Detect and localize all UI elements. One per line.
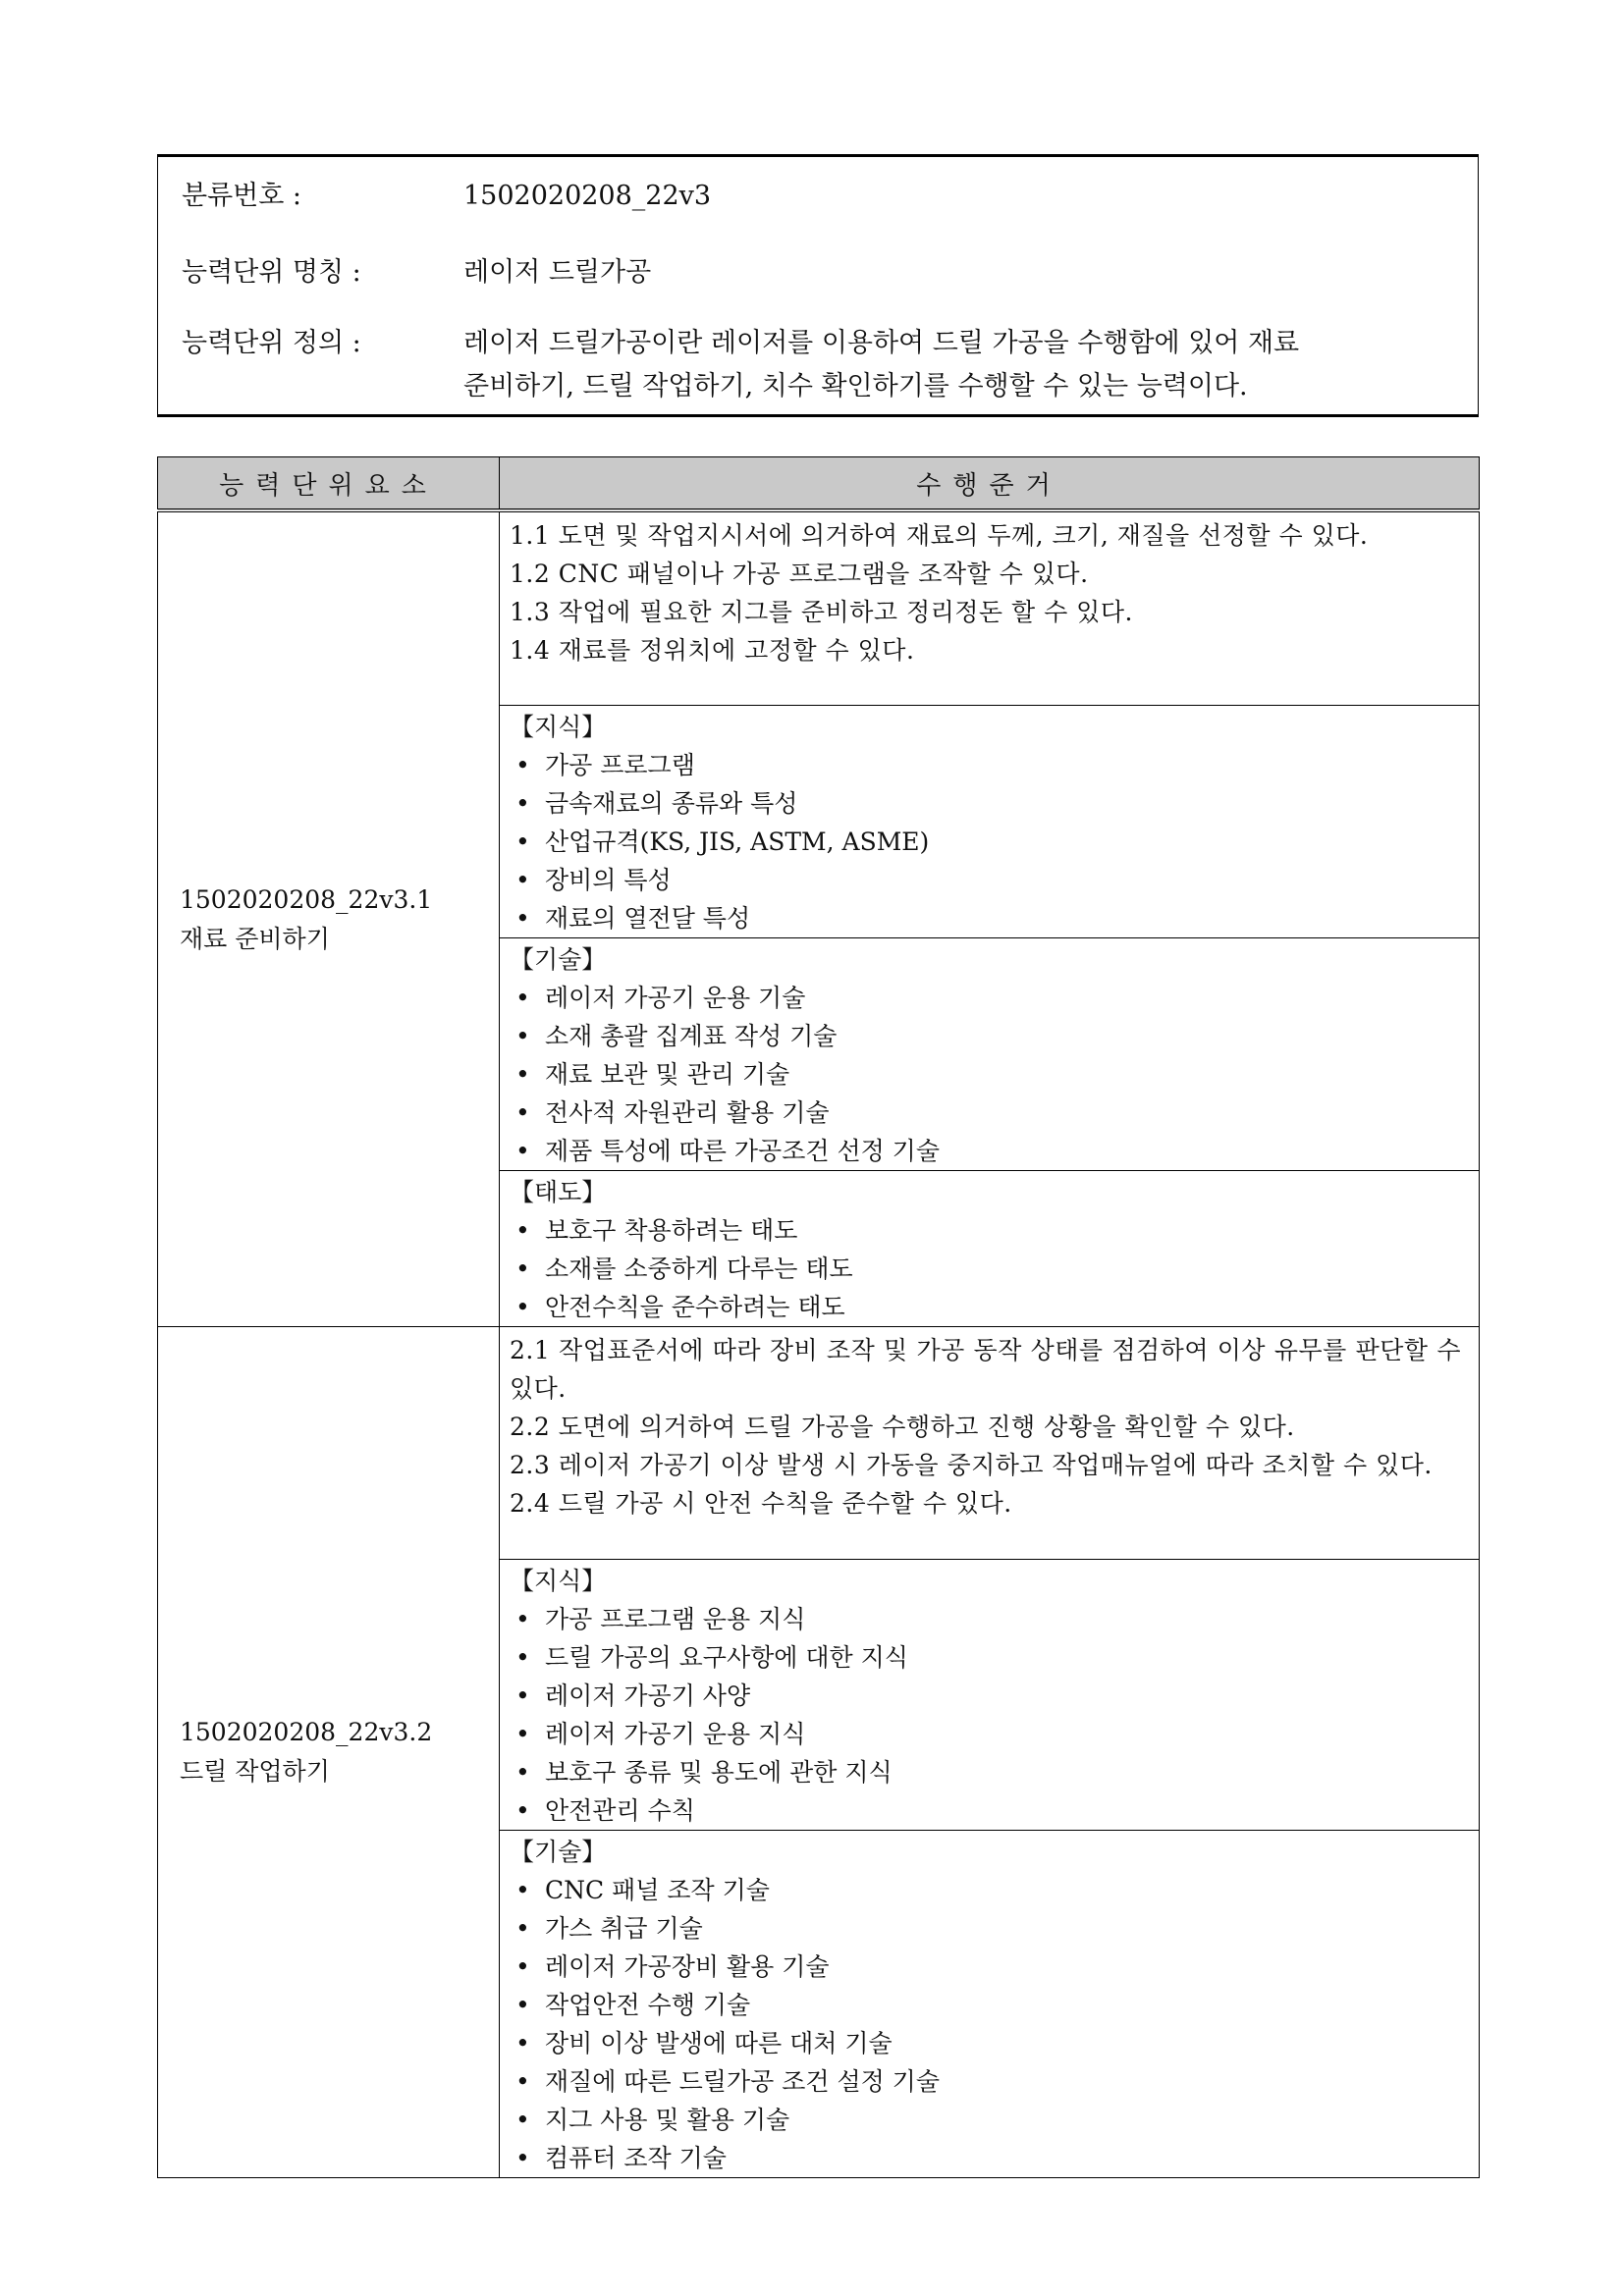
table-row — [158, 1327, 1480, 1560]
list-item: • 금속재료의 종류와 특성 — [510, 784, 1469, 823]
skills-list — [510, 979, 1469, 1170]
skills-title: 【기술】 — [510, 945, 607, 974]
list-item: • 소재를 소중하게 다루는 태도 — [510, 1250, 1469, 1288]
skills-cell — [500, 1831, 1480, 2178]
list-item: • CNC 패널 조작 기술 — [510, 1871, 1469, 1909]
list-item: • 가스 취급 기술 — [510, 1909, 1469, 1948]
unit-title: 드릴 작업하기 — [180, 1757, 330, 1786]
criterion: 2.2 도면에 의거하여 드릴 가공을 수행하고 진행 상황을 확인할 수 있다. — [510, 1413, 1295, 1441]
criterion: 1.3 작업에 필요한 지그를 준비하고 정리정돈 할 수 있다. — [510, 598, 1133, 626]
knowledge-list — [510, 746, 1469, 937]
list-item: • 레이저 가공장비 활용 기술 — [510, 1948, 1469, 1986]
attitudes-title: 【태도】 — [510, 1178, 607, 1206]
unit-title: 재료 준비하기 — [180, 924, 330, 953]
list-item: • 레이저 가공기 사양 — [510, 1677, 1469, 1715]
list-item: • 제품 특성에 따른 가공조건 선정 기술 — [510, 1132, 1469, 1170]
list-item: • 작업안전 수행 기술 — [510, 1986, 1469, 2024]
unit-info-box — [157, 154, 1479, 417]
criterion: 1.1 도면 및 작업지시서에 의거하여 재료의 두께, 크기, 재질을 선정할 수 있다. — [510, 521, 1369, 550]
list-item: • 안전수칙을 준수하려는 태도 — [510, 1288, 1469, 1326]
criterion: 2.3 레이저 가공기 이상 발생 시 가동을 중지하고 작업매뉴얼에 따라 조치할 수 있다. — [510, 1451, 1433, 1479]
criteria-cell — [500, 510, 1480, 706]
unit-definition-value — [463, 322, 1458, 408]
unit-name-label: 능력단위 명칭 : — [182, 257, 361, 288]
attitudes-list — [510, 1211, 1469, 1326]
classification-value: 1502020208_22v3 — [463, 181, 712, 211]
competency-table — [157, 456, 1480, 2178]
knowledge-title: 【지식】 — [510, 713, 607, 741]
list-item: • 안전관리 수칙 — [510, 1791, 1469, 1830]
list-item: • 재료의 열전달 특성 — [510, 899, 1469, 937]
attitudes-cell — [500, 1171, 1480, 1327]
knowledge-title: 【지식】 — [510, 1567, 607, 1595]
criteria-cell — [500, 1327, 1480, 1560]
unit-element-header: 능력단위요소 — [158, 457, 500, 511]
knowledge-cell — [500, 706, 1480, 938]
list-item: • 레이저 가공기 운용 지식 — [510, 1715, 1469, 1753]
list-item: • 장비 이상 발생에 따른 대처 기술 — [510, 2024, 1469, 2062]
list-item: • 가공 프로그램 운용 지식 — [510, 1600, 1469, 1638]
list-item: • 보호구 종류 및 용도에 관한 지식 — [510, 1753, 1469, 1791]
unit-definition-line: 준비하기, 드릴 작업하기, 치수 확인하기를 수행할 수 있는 능력이다. — [463, 371, 1248, 401]
criteria-header: 수행준거 — [500, 457, 1480, 511]
unit-definition-line: 레이저 드릴가공이란 레이저를 이용하여 드릴 가공을 수행함에 있어 재료 — [463, 328, 1300, 358]
unit-code: 1502020208_22v3.2 — [180, 1718, 433, 1746]
criterion: 2.4 드릴 가공 시 안전 수칙을 준수할 수 있다. — [510, 1489, 1012, 1518]
criterion: 1.4 재료를 정위치에 고정할 수 있다. — [510, 636, 915, 665]
list-item: • 레이저 가공기 운용 기술 — [510, 979, 1469, 1017]
unit-definition-label: 능력단위 정의 : — [182, 328, 361, 358]
criterion: 1.2 CNC 패널이나 가공 프로그램을 조작할 수 있다. — [510, 560, 1089, 588]
classification-label: 분류번호 : — [182, 181, 302, 211]
list-item: • 드릴 가공의 요구사항에 대한 지식 — [510, 1638, 1469, 1677]
list-item: • 보호구 착용하려는 태도 — [510, 1211, 1469, 1250]
unit-element-cell — [158, 510, 500, 1327]
skills-title: 【기술】 — [510, 1838, 607, 1866]
criterion: 2.1 작업표준서에 따라 장비 조작 및 가공 동작 상태를 점검하여 이상 유무를 판단할 수 있다. — [510, 1336, 1461, 1403]
unit-code: 1502020208_22v3.1 — [180, 884, 433, 914]
table-row — [158, 510, 1480, 706]
skills-cell — [500, 938, 1480, 1171]
skills-list — [510, 1871, 1469, 2177]
unit-element-cell — [158, 1327, 500, 2178]
list-item: • 재료 보관 및 관리 기술 — [510, 1055, 1469, 1094]
list-item: • 산업규격(KS, JIS, ASTM, ASME) — [510, 823, 1469, 861]
list-item: • 소재 총괄 집계표 작성 기술 — [510, 1017, 1469, 1055]
knowledge-list — [510, 1600, 1469, 1830]
table-header-row — [158, 457, 1480, 511]
list-item: • 지그 사용 및 활용 기술 — [510, 2101, 1469, 2139]
unit-name-value: 레이저 드릴가공 — [463, 257, 652, 288]
list-item: • 전사적 자원관리 활용 기술 — [510, 1094, 1469, 1132]
knowledge-cell — [500, 1560, 1480, 1831]
list-item: • 장비의 특성 — [510, 861, 1469, 899]
list-item: • 컴퓨터 조작 기술 — [510, 2139, 1469, 2177]
list-item: • 재질에 따른 드릴가공 조건 설정 기술 — [510, 2062, 1469, 2101]
list-item: • 가공 프로그램 — [510, 746, 1469, 784]
